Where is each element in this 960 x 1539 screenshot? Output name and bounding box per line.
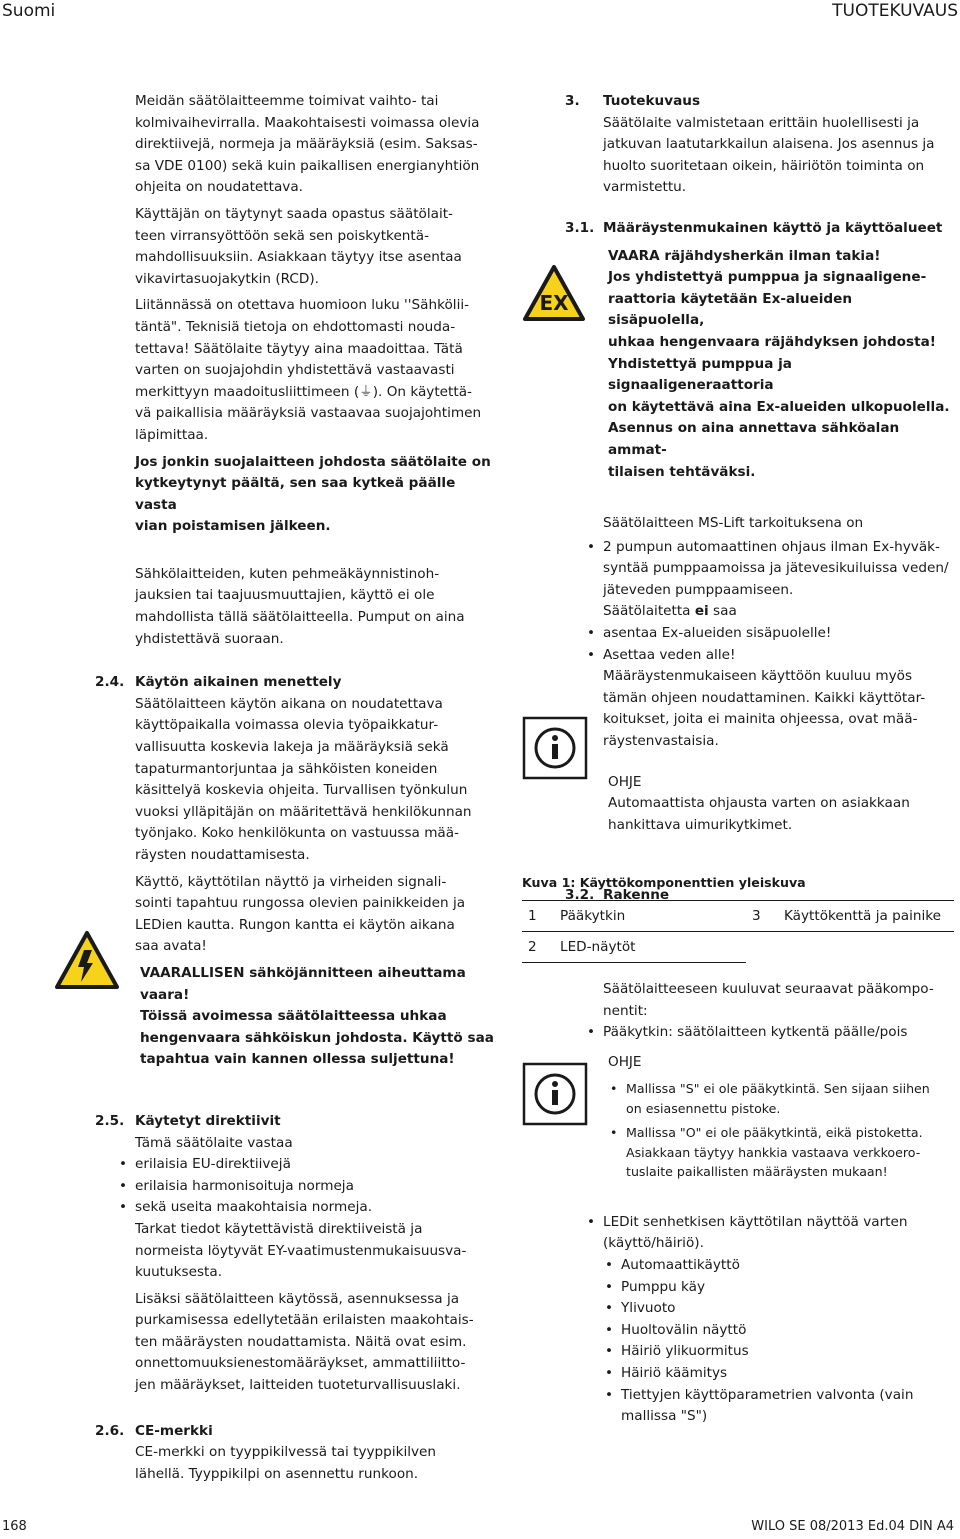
left-paragraph-3: Liitännässä on otettava huomioon luku ''Sähkölii- täntä". Teknisiä tietoja on ehdottomasti nouda- tettava! Säätölaite täytyy aina maadoittaa. Tätä varten on suojajohdin yhdistettävä vastaavasti merkittyyn maadoitusliittimeen (⏚). On käytettä- vä paikallisia määräyksiä vastaavaa suojajohtimen läpimittaa. [135,297,482,443]
section-3-1-lead: Säätölaitteen MS-Lift tarkoituksena on [603,515,864,532]
section-2-4-paragraph-2: Käyttö, käyttötilan näyttö ja virheiden signali- sointi tapahtuu rungossa olevien painikkeiden ja LEDien kautta. Rungon kantta ei käytön aikana saa avata! [135,873,466,955]
section-3-1-not-lead: Säätölaitetta ei saa [603,603,737,620]
section-3-1-heading: 3.1. Määräystenmukainen käyttö ja käyttöalueet [565,219,943,236]
page-number: 168 [2,1519,27,1534]
list-item: • Ylivuoto [603,1298,955,1320]
list-item: • Pääkytkin: säätölaitteen kytkentä päälle/pois [585,1022,955,1044]
list-item: • Mallissa "S" ei ole pääkytkintä. Sen sijaan siihen on esiasennettu pistoke. [608,1079,955,1118]
list-item: • 2 pumpun automaattinen ohjaus ilman Ex-hyväk- syntää pumppaamoissa ja jätevesikuiluissa veden/ jäteveden pumppaamiseen. [585,537,953,602]
table-cell: Pääkytkin [554,901,746,932]
list-item: • Pumppu käy [603,1277,955,1299]
note-title: OHJE [608,1053,642,1070]
section-3-2-paragraph: Säätölaitteeseen kuuluvat seuraavat pääkompo- nentit: [603,981,934,1019]
section-3-heading: 3. Tuotekuvaus [565,93,701,109]
list-item: • Häiriö käämitys [603,1363,955,1385]
list-item: • erilaisia EU-direktiivejä [117,1154,495,1176]
list-item: • Häiriö ylikuormitus [603,1341,955,1363]
components-table [522,900,954,963]
ex-warning-icon [522,264,586,322]
list-item: • Tiettyjen käyttöparametrien valvonta (vain mallissa "S") [603,1385,955,1428]
note-list [603,1079,955,1182]
section-3-1-paragraph-2: Määräystenmukaiseen käyttöön kuuluu myös tämän ohjeen noudattaminen. Kaikki käyttötar- koitukset, joita ei mainita ohjeessa, ovat mää- räystenvastaisia. [603,668,926,750]
section-2-6-paragraph: CE-merkki on tyyppikilvessä tai tyyppikilven lähellä. Tyyppikilpi on asennettu runkoon. [135,1444,437,1482]
figure-caption: Kuva 1: Käyttökomponenttien yleiskuva [522,875,806,890]
list-item: • erilaisia harmonisoituja normeja [117,1176,495,1198]
table-cell [778,932,954,963]
left-column [95,91,495,1485]
table-cell: 3 [746,901,778,932]
electric-hazard-icon [54,930,120,990]
list-item: • sekä useita maakohtaisia normeja. [117,1197,495,1219]
info-icon [522,1062,588,1126]
ex-label: EX [539,291,569,315]
table-cell: 2 [522,932,554,963]
table-cell: LED-näytöt [554,932,746,963]
left-bold-warning: Jos jonkin suojalaitteen johdosta säätölaite on kytkeytynyt päältä, sen saa kytkeä päälle vasta vian poistamisen jälkeen. [135,453,491,535]
left-intro: Meidän säätölaitteemme toimivat vaihto- tai kolmivaihevirralla. Maakohtaisesti voimassa olevia direktiivejä, normeja ja määräyksiä (esim. Saksas- sa VDE 0100) sekä kuin paikallisen energianyhtiön ohjeita on noudatettava. [135,93,480,196]
note-title: OHJE [608,773,642,790]
header-language: Suomi [2,1,56,21]
left-paragraph-2: Käyttäjän on täytynyt saada opastus säätölait- teen virransyöttöön sekä sen poiskytkentä- mahdollisuuksiin. Asiakkaan täytyy itse asentaa vikavirtasuojakytkin (RCD). [135,205,462,287]
note-text: Automaattista ohjausta varten on asiakkaan hankittava uimurikytkimet. [608,795,910,833]
section-2-5-paragraph-1: Tarkat tiedot käytettävistä direktiiveistä ja normeista löytyvät EY-vaatimustenmukaisuusva- kuutuksesta. [135,1220,467,1281]
list-item: • Asettaa veden alle! [585,645,953,667]
info-icon [522,716,588,780]
list-item: • Huoltovälin näyttö [603,1320,955,1342]
section-2-6-heading: 2.6. CE-merkki [95,1422,213,1439]
section-2-4-heading: 2.4. Käytön aikainen menettely [95,674,342,691]
left-paragraph-4: Sähkölaitteiden, kuten pehmeäkäynnistinoh- jauksien tai taajuusmuuttajien, käyttö ei ole mahdollista tällä säätölaitteella. Pumput on aina yhdistettävä suoraan. [135,565,465,647]
section-2-5-heading: 2.5. Käytetyt direktiivit [95,1112,281,1129]
header-section: TUOTEKUVAUS [832,1,958,21]
right-column [565,91,953,907]
table-row [522,932,954,963]
table-row [522,901,954,932]
section-3-paragraph: Säätölaite valmistetaan erittäin huolellisesti ja jatkuvan laatutarkkailun alaisena. Jos asennus ja huolto suoritetaan oikein, häiriötön toiminta on varmistettu. [603,114,935,196]
table-cell: 1 [522,901,554,932]
list-item: • asentaa Ex-alueiden sisäpuolelle! [585,623,953,645]
list-item: • Mallissa "O" ei ole pääkytkintä, eikä pistoketta. Asiakkaan täytyy hankkia vastaava verkkoero- tuslaite paikallisten määräysten mukaan! [608,1123,955,1182]
table-cell [746,932,778,963]
right-column-lower [603,979,955,1428]
table-cell: Käyttökenttä ja painike [778,901,954,932]
section-2-4-danger-text: VAARALLISEN sähköjännitteen aiheuttama vaara! Töissä avoimessa säätölaitteessa uhkaa hengenvaara sähköiskun johdosta. Käyttö saa tapahtua vain kannen ollessa suljettuna! [140,964,494,1068]
list-item: • LEDit senhetkisen käyttötilan näyttöä varten (käyttö/häiriö). [585,1212,955,1255]
section-3-2-heading: 3.2. Rakenne [565,887,670,904]
footer-edition: WILO SE 08/2013 Ed.04 DIN A4 [751,1519,954,1534]
section-2-5-paragraph-2: Lisäksi säätölaitteen käytössä, asennuksessa ja purkamisessa edellytetään erilaisten maakohtais- ten määräysten noudattamista. Näitä ovat esim. onnettomuuksienestomääräykset, ammattiliitto- jen määräykset, laitteiden tuoteturvallisuuslaki. [135,1290,474,1394]
section-2-5-lead: Tämä säätölaite vastaa [135,1134,293,1151]
section-2-4-paragraph-1: Säätölaitteen käytön aikana on noudatettava käyttöpaikalla voimassa olevia työpaikkatur- vallisuutta koskevia lakeja ja määräyksiä sekä tapaturmantorjuntaa ja sähköisten koneiden käsittelyä koskevia ohjeita. Turvallisen työnkulun vuoksi ylläpitäjän on määritettävä henkilökunnan työnjako. Koko henkilökunta on vastuussa mää- räysten noudattamisesta. [135,695,472,863]
ex-warning-text: VAARA räjähdysherkän ilman takia! Jos yhdistettyä pumppua ja signaaligene- raattoria käytetään Ex-alueiden sisäpuolella, uhkaa hengenvaara räjähdyksen johdosta! Yhdistettyä pumppua ja signaaligeneraattoria on käytettävä aina Ex-alueiden ulkopuolella. Asennus on aina annettava sähköalan ammat- tilaisen tehtäväksi. [608,247,950,480]
list-item: • Automaattikäyttö [603,1255,955,1277]
